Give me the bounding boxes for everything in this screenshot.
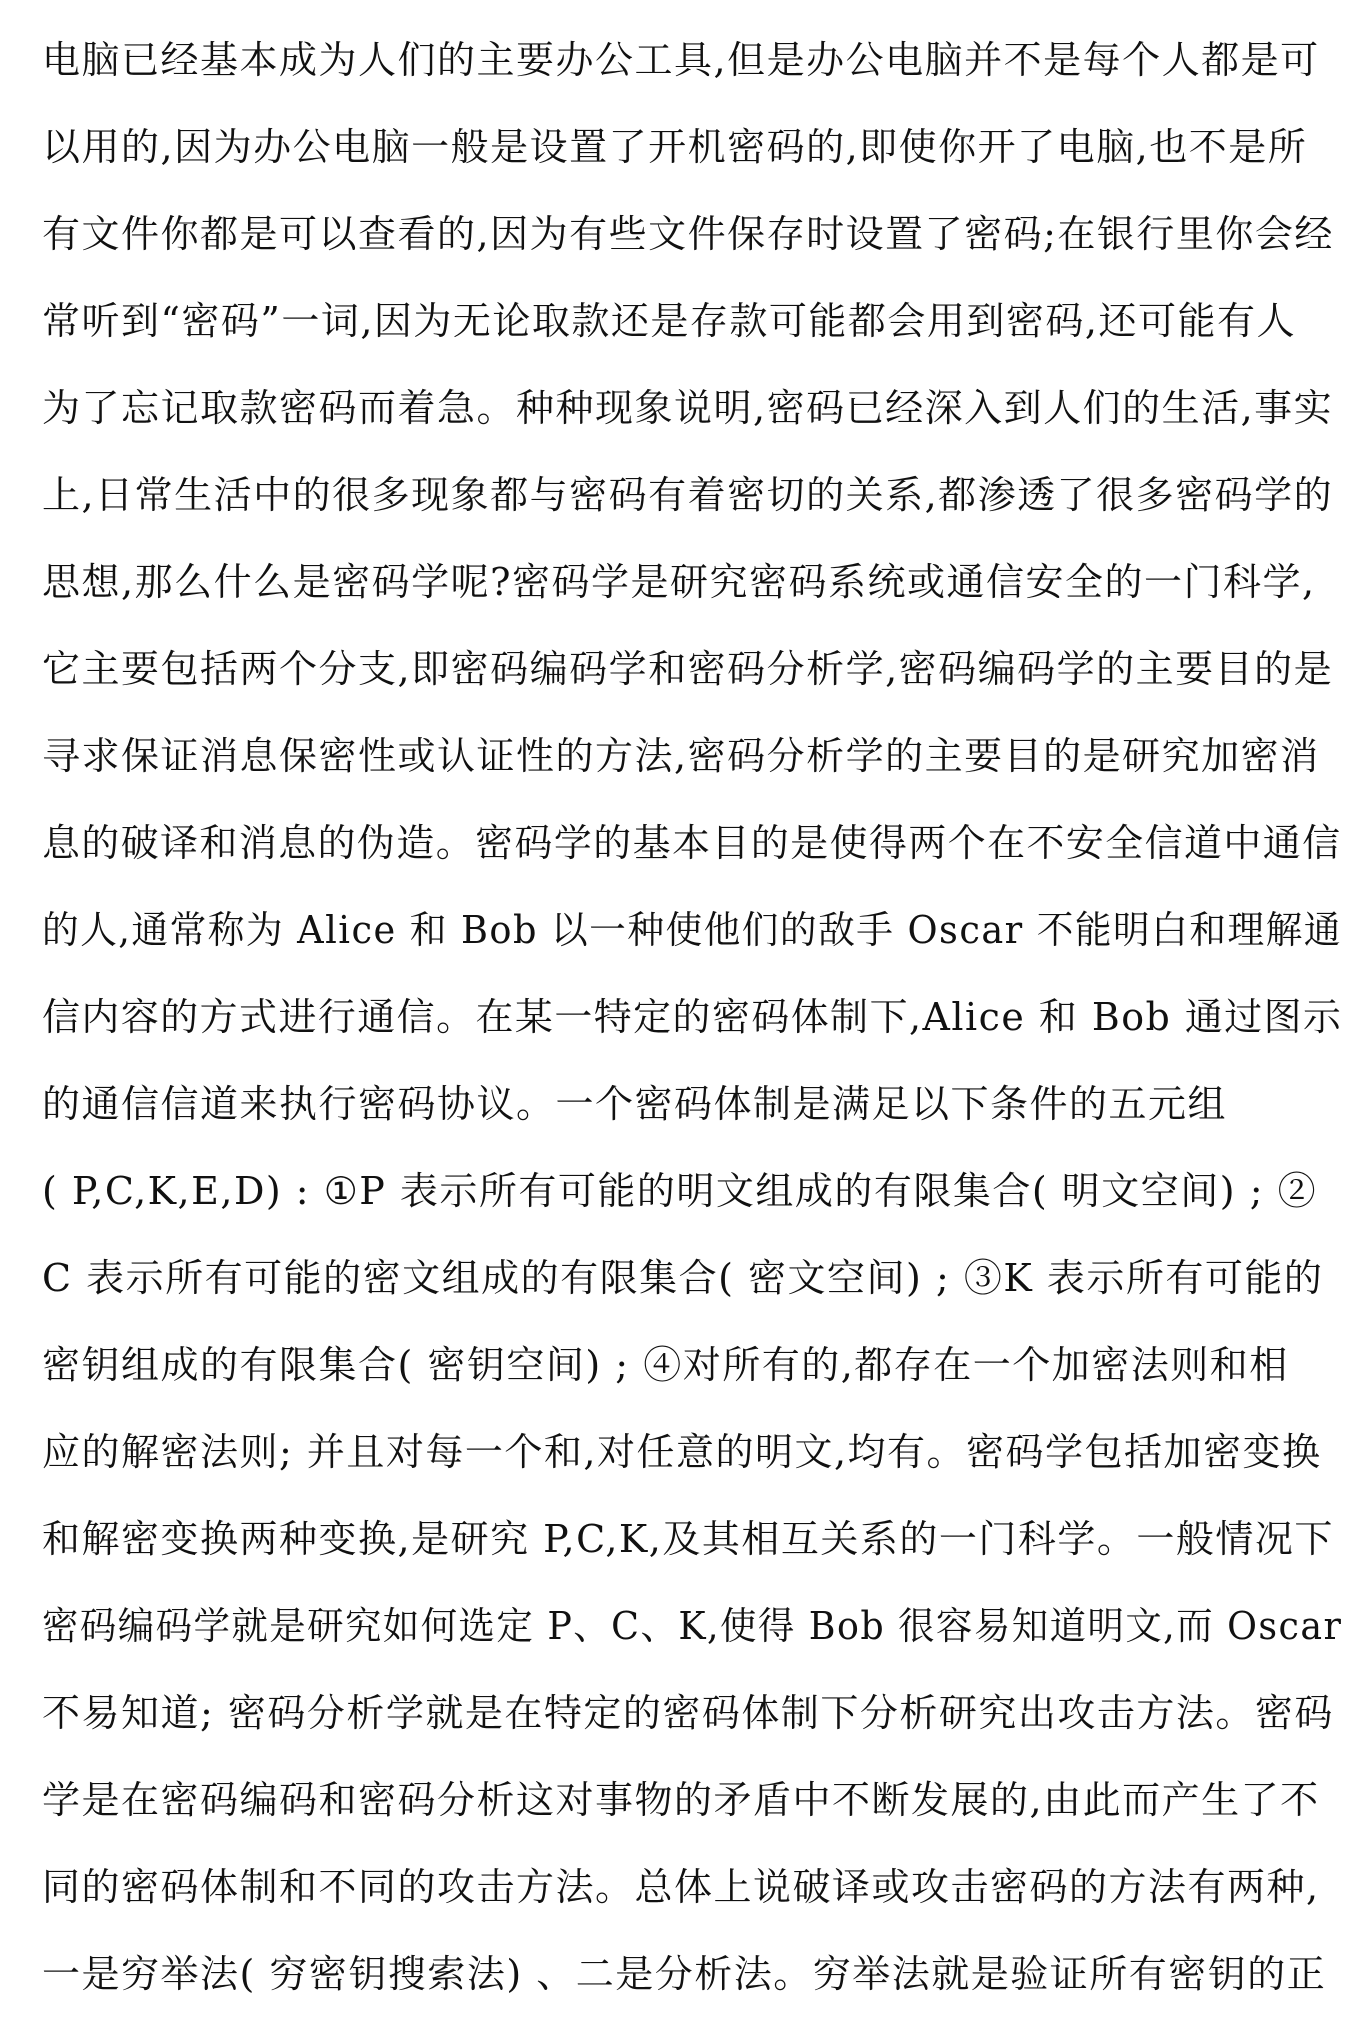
text-line: 息的破译和消息的伪造。密码学的基本目的是使得两个在不安全信道中通信 [42, 821, 1342, 865]
text-line: 思想,那么什么是密码学呢?密码学是研究密码系统或通信安全的一门科学, [42, 560, 1316, 604]
text-line: 寻求保证消息保密性或认证性的方法,密码分析学的主要目的是研究加密消 [42, 734, 1320, 778]
text-line: C 表示所有可能的密文组成的有限集合( 密文空间) ; ③K 表示所有可能的 [42, 1256, 1324, 1300]
text-line: 同的密码体制和不同的攻击方法。总体上说破译或攻击密码的方法有两种, [42, 1865, 1320, 1909]
text-line: 密钥组成的有限集合( 密钥空间) ; ④对所有的,都存在一个加密法则和相 [42, 1343, 1289, 1387]
text-line: 信内容的方式进行通信。在某一特定的密码体制下,Alice 和 Bob 通过图示 [42, 995, 1343, 1039]
text-line: 密码编码学就是研究如何选定 P、C、K,使得 Bob 很容易知道明文,而 Oscar [42, 1604, 1343, 1648]
text-line: 为了忘记取款密码而着急。种种现象说明,密码已经深入到人们的生活,事实 [42, 386, 1334, 430]
text-line: ( P,C,K,E,D) : ①P 表示所有可能的明文组成的有限集合( 明文空间) ; ② [42, 1169, 1318, 1213]
text-line: 的人,通常称为 Alice 和 Bob 以一种使他们的敌手 Oscar 不能明白和理解通 [42, 908, 1342, 952]
text-line: 上,日常生活中的很多现象都与密码有着密切的关系,都渗透了很多密码学的 [42, 473, 1334, 517]
text-line: 的通信信道来执行密码协议。一个密码体制是满足以下条件的五元组 [42, 1082, 1228, 1126]
text-line: 学是在密码编码和密码分析这对事物的矛盾中不断发展的,由此而产生了不 [42, 1778, 1320, 1822]
text-line: 常听到“密码”一词,因为无论取款还是存款可能都会用到密码,还可能有人 [42, 299, 1297, 343]
text-line: 以用的,因为办公电脑一般是设置了开机密码的,即使你开了电脑,也不是所 [42, 125, 1308, 169]
text-line: 一是穷举法( 穷密钥搜索法) 、二是分析法。穷举法就是验证所有密钥的正 [42, 1952, 1327, 1996]
text-line: 有文件你都是可以查看的,因为有些文件保存时设置了密码;在银行里你会经 [42, 212, 1334, 256]
text-line: 它主要包括两个分支,即密码编码学和密码分析学,密码编码学的主要目的是 [42, 647, 1334, 691]
text-line: 和解密变换两种变换,是研究 P,C,K,及其相互关系的一门科学。一般情况下 [42, 1517, 1334, 1561]
text-line: 不易知道; 密码分析学就是在特定的密码体制下分析研究出攻击方法。密码 [42, 1691, 1334, 1735]
text-line: 电脑已经基本成为人们的主要办公工具,但是办公电脑并不是每个人都是可 [42, 38, 1320, 82]
body-text [42, 28, 1342, 2029]
text-line: 应的解密法则; 并且对每一个和,对任意的明文,均有。密码学包括加密变换 [42, 1430, 1322, 1474]
